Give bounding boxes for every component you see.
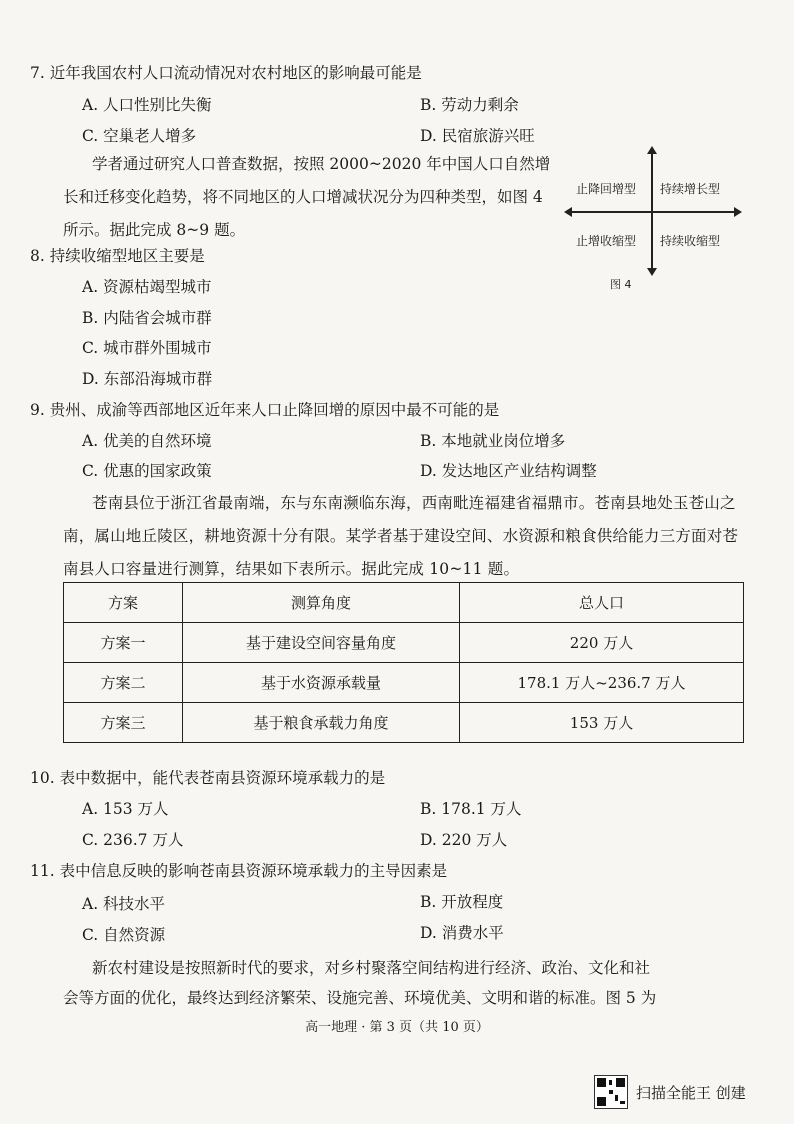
question-9-option-d: D. 发达地区产业结构调整: [420, 462, 597, 480]
figure-4-bottom-right-label: 持续收缩型: [660, 234, 721, 248]
question-11-option-a: A. 科技水平: [82, 895, 166, 913]
table-row: [64, 703, 744, 743]
scanner-watermark: 扫描全能王 创建: [636, 1084, 746, 1102]
page-footer: 高一地理 · 第 3 页（共 10 页）: [305, 1020, 489, 1035]
figure-4-top-right-label: 持续增长型: [660, 182, 721, 196]
figure-4-horizontal-axis: [566, 211, 736, 213]
question-11-option-c: C. 自然资源: [82, 926, 166, 944]
question-9-option-a: A. 优美的自然环境: [82, 432, 212, 450]
question-8-option-a: A. 资源枯竭型城市: [82, 278, 212, 296]
table-cell: 基于水资源承载量: [183, 663, 460, 703]
arrow-left-icon: [564, 207, 572, 217]
question-9-option-b: B. 本地就业岗位增多: [420, 432, 566, 450]
figure-4-bottom-left-label: 止增收缩型: [576, 234, 637, 248]
question-10-stem: 10. 表中数据中，能代表苍南县资源环境承载力的是: [30, 769, 386, 787]
question-7-option-c: C. 空巢老人增多: [82, 127, 197, 145]
question-8-option-b: B. 内陆省会城市群: [82, 309, 212, 327]
table-cell: 153 万人: [460, 703, 744, 743]
figure-4-top-left-label: 止降回增型: [576, 182, 637, 196]
arrow-right-icon: [734, 207, 742, 217]
table-row: [64, 623, 744, 663]
question-8-stem: 8. 持续收缩型地区主要是: [30, 247, 205, 265]
arrow-up-icon: [647, 146, 657, 154]
table-cell: 基于建设空间容量角度: [183, 623, 460, 663]
table-header-cell: 方案: [64, 583, 183, 623]
table-header-cell: 总人口: [460, 583, 744, 623]
question-10-option-a: A. 153 万人: [82, 800, 169, 818]
figure-4: [566, 150, 744, 290]
question-11-option-b: B. 开放程度: [420, 893, 504, 911]
question-7-stem: 7. 近年我国农村人口流动情况对农村地区的影响最可能是: [30, 64, 422, 82]
question-10-option-b: B. 178.1 万人: [420, 800, 522, 818]
table-cell: 基于粮食承载力角度: [183, 703, 460, 743]
question-7-option-b: B. 劳动力剩余: [420, 96, 519, 114]
question-10-option-d: D. 220 万人: [420, 831, 508, 849]
table-cell: 178.1 万人~236.7 万人: [460, 663, 744, 703]
population-capacity-table: [63, 582, 744, 743]
table-cell: 方案二: [64, 663, 183, 703]
arrow-down-icon: [647, 268, 657, 276]
question-11-stem: 11. 表中信息反映的影响苍南县资源环境承载力的主导因素是: [30, 862, 448, 880]
question-7-option-d: D. 民宿旅游兴旺: [420, 127, 535, 145]
table-cell: 方案三: [64, 703, 183, 743]
figure-4-caption: 图 4: [610, 278, 632, 291]
intro-next-line-1: 新农村建设是按照新时代的要求，对乡村聚落空间结构进行经济、政治、文化和社: [92, 959, 651, 977]
table-row: [64, 663, 744, 703]
intro-8-9: 学者通过研究人口普查数据，按照 2000~2020 年中国人口自然增长和迁移变化趋势，将不同地区的人口增减状况分为四种类型，如图 4 所示。据此完成 8~9 题。: [63, 155, 551, 239]
question-9-option-c: C. 优惠的国家政策: [82, 462, 212, 480]
table-header-cell: 测算角度: [183, 583, 460, 623]
qr-code-icon: [594, 1075, 628, 1109]
table-cell: 220 万人: [460, 623, 744, 663]
intro-10-11: 苍南县位于浙江省最南端，东与东南濒临东海，西南毗连福建省福鼎市。苍南县地处玉苍山之南，属山地丘陵区，耕地资源十分有限。某学者基于建设空间、水资源和粮食供给能力三方面对苍南县人口容量进行测算，结果如下表所示。据此完成 10~11 题。: [63, 494, 739, 578]
table-header-row: [64, 583, 744, 623]
question-10-option-c: C. 236.7 万人: [82, 831, 184, 849]
question-9-stem: 9. 贵州、成渝等西部地区近年来人口止降回增的原因中最不可能的是: [30, 401, 500, 419]
question-8-option-c: C. 城市群外围城市: [82, 339, 212, 357]
intro-next-line-2: 会等方面的优化，最终达到经济繁荣、设施完善、环境优美、文明和谐的标准。图 5 为: [63, 989, 657, 1007]
question-7-option-a: A. 人口性别比失衡: [82, 96, 212, 114]
question-8-option-d: D. 东部沿海城市群: [82, 370, 213, 388]
table-cell: 方案一: [64, 623, 183, 663]
question-11-option-d: D. 消费水平: [420, 924, 504, 942]
